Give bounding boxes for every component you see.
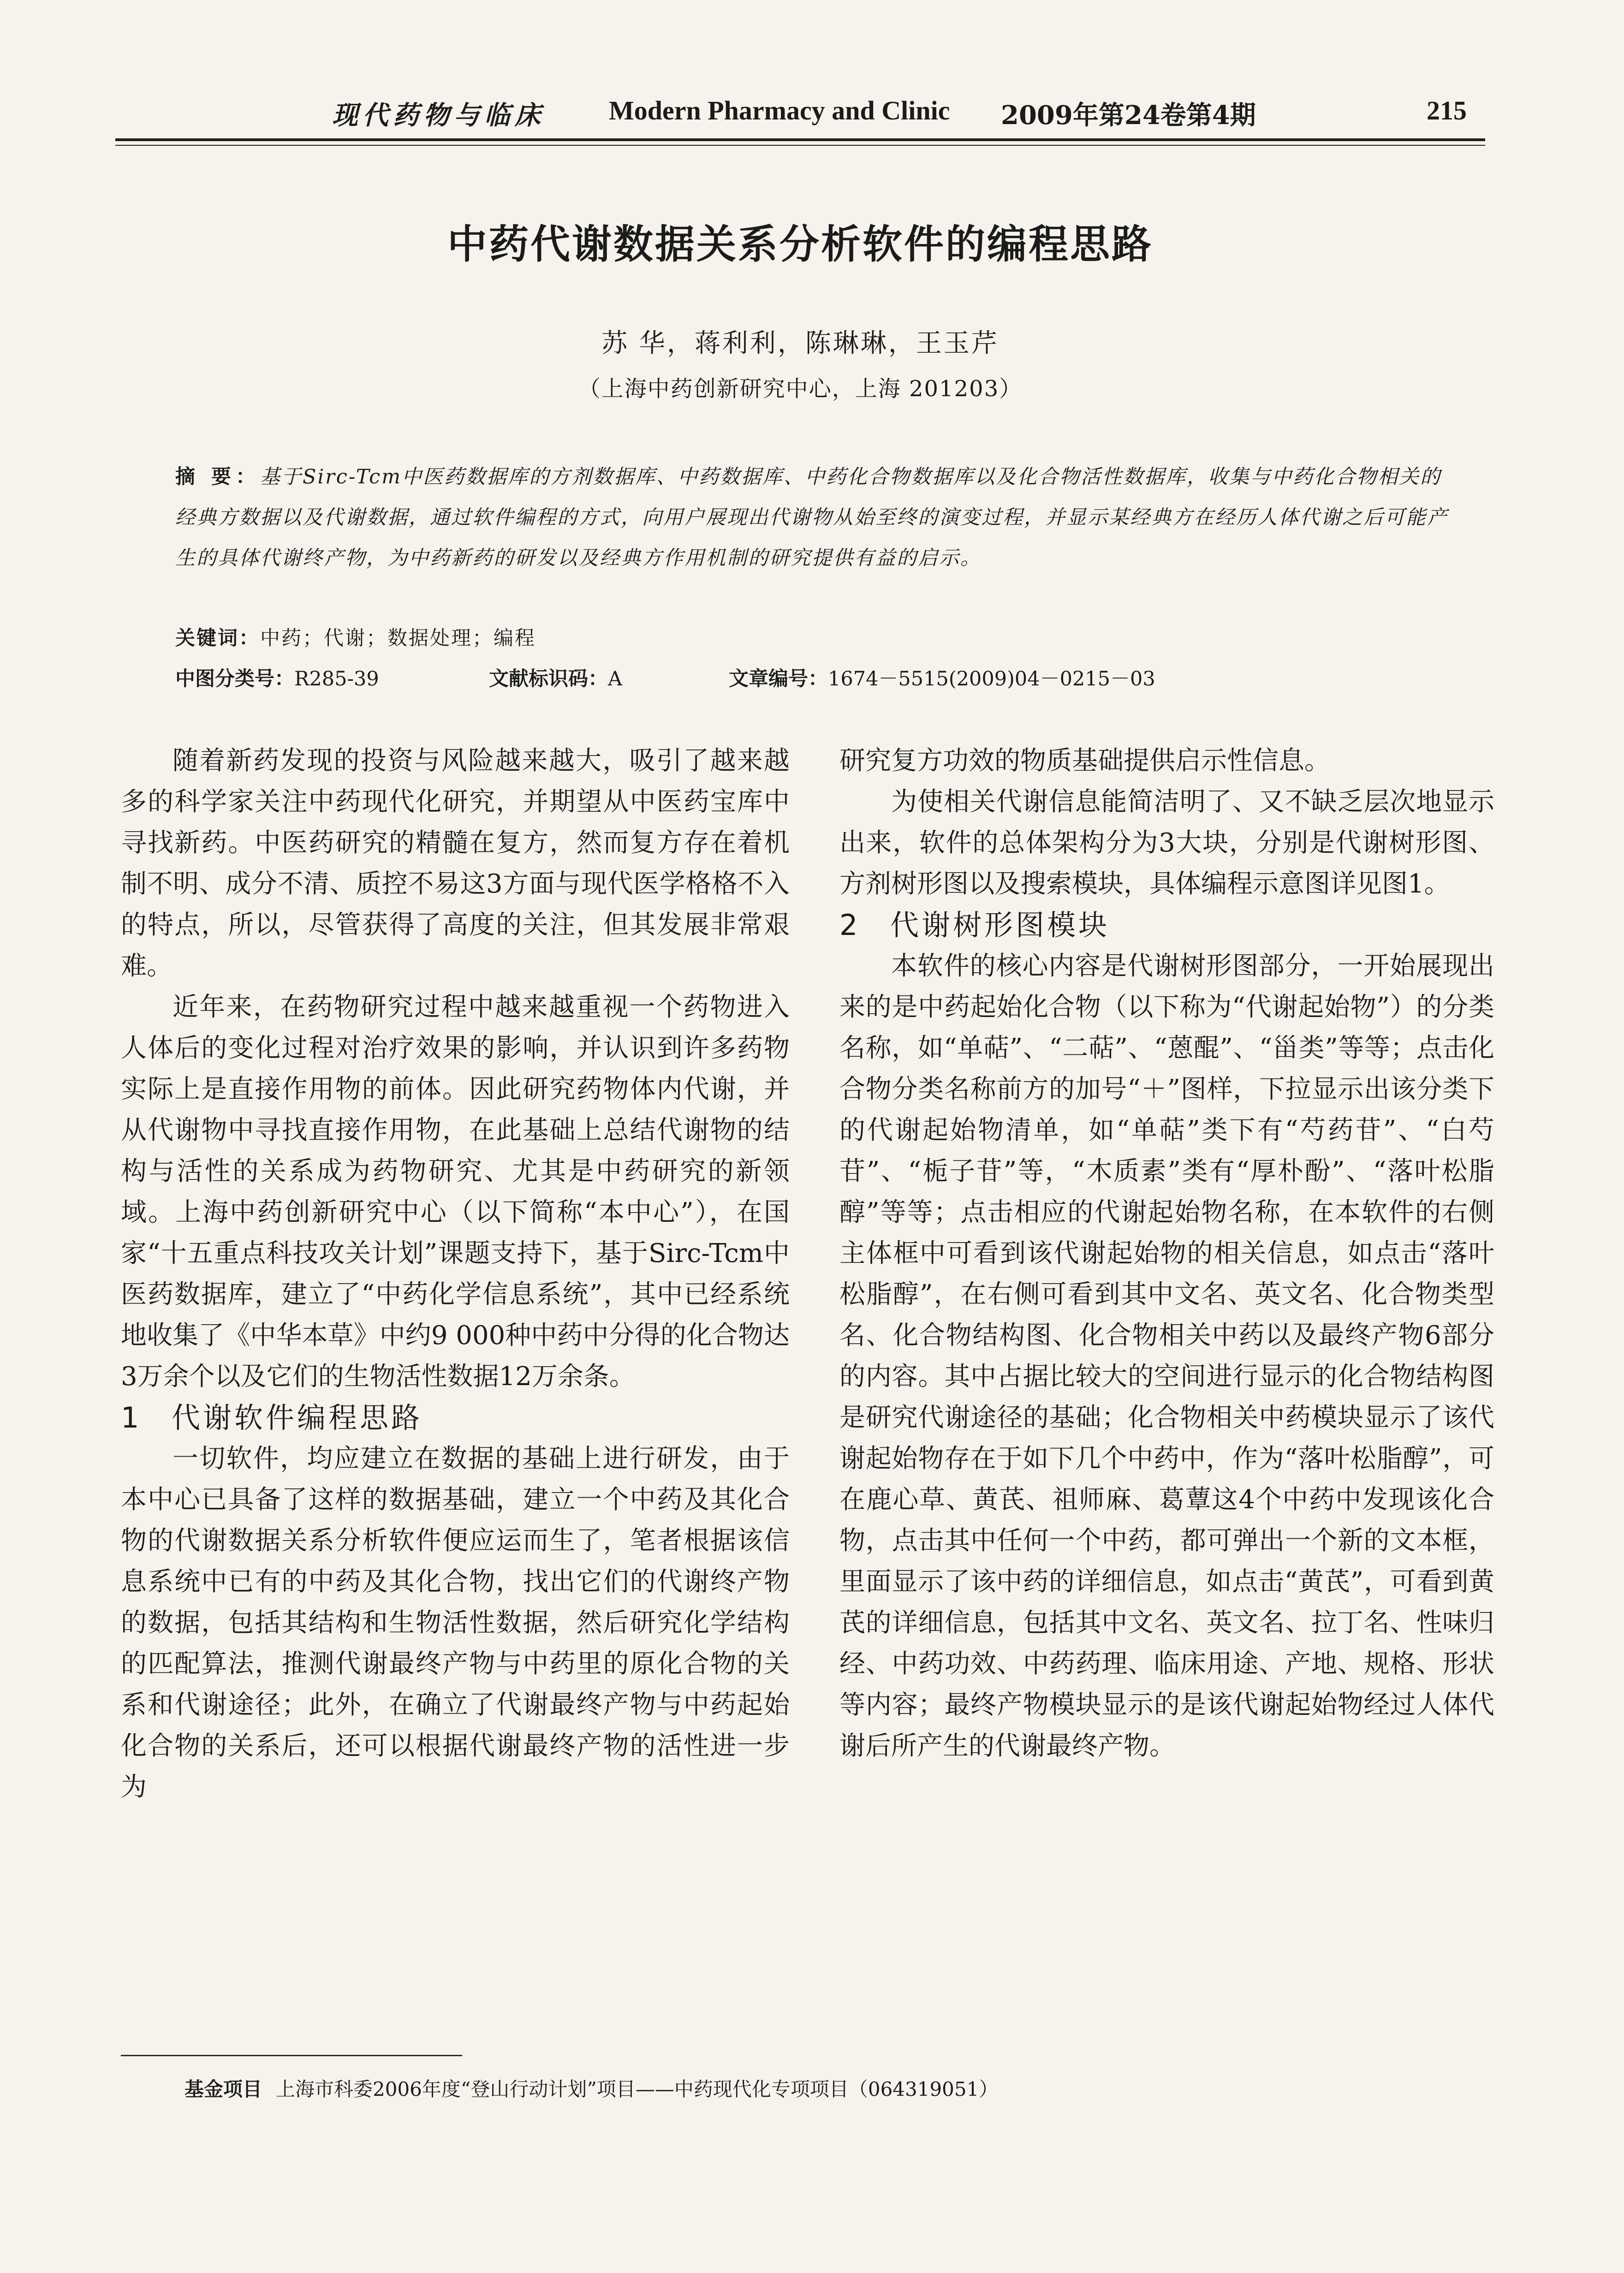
paragraph: 随着新药发现的投资与风险越来越大，吸引了越来越多的科学家关注中药现代化研究，并期望从中医药宝库中寻找新药。中医药研究的精髓在复方，然而复方存在着机制不明、成分不清、质控不易这3方面与现代医学格格不入的特点，所以，尽管获得了高度的关注，但其发展非常艰难。 [121,746,790,981]
paragraph: 为使相关代谢信息能简洁明了、又不缺乏层次地显示出来，软件的总体架构分为3大块，分别是代谢树形图、方剂树形图以及搜索模块，具体编程示意图详见图1。 [839,787,1494,899]
section-title: 代谢软件编程思路 [172,1401,423,1434]
keywords-label: 关键词： [175,627,260,650]
article-title: 中药代谢数据关系分析软件的编程思路 [447,221,1153,268]
section-number: 1 [121,1401,142,1434]
journal-name-cn: 现代药物与临床 [332,100,545,131]
paragraph: 本软件的核心内容是代谢树形图部分，一开始展现出来的是中药起始化合物（以下称为“代谢起始物”）的分类名称，如“单萜”、“二萜”、“蒽醌”、“甾类”等等；点击化合物分类名称前方的加号“＋”图样，下拉显示出该分类下的代谢起始物清单，如“单萜”类下有“芍药苷”、“白芍苷”、“栀子苷”等，“木质素”类有“厚朴酚”、“落叶松脂醇”等等；点击相应的代谢起始物名称，在本软件的右侧主体框中可看到该代谢起始物的相关信息，如点击“落叶松脂醇”，在右侧可看到其中文名、英文名、化合物类型名、化合物结构图、化合物相关中药以及最终产物6部分的内容。其中占据比较大的空间进行显示的化合物结构图是研究代谢途径的基础；化合物相关中药模块显示了该代谢起始物存在于如下几个中药中，作为“落叶松脂醇”，可在鹿心草、黄芪、祖师麻、葛蕈这4个中药中发现该化合物，点击其中任何一个中药，都可弹出一个新的文本框，里面显示了该中药的详细信息，如点击“黄芪”，可看到黄芪的详细信息，包括其中文名、英文名、拉丁名、性味归经、中药功效、中药药理、临床用途、产地、规格、形状等内容；最终产物模块显示的是该代谢起始物经过人体代谢后所产生的代谢最终产物。 [839,951,1494,1761]
doc-code-label: 文献标识码： [489,667,608,690]
article-number [729,659,1155,699]
funding-footnote [184,2076,1476,2103]
keywords-text: 中药；代谢；数据处理；编程 [260,627,536,650]
journal-name-en: Modern Pharmacy and Clinic [609,95,950,125]
left-column [121,740,790,1808]
issue-info: 2009年第24卷第4期 [1001,100,1256,131]
footnote-rule [121,2055,462,2056]
paragraph: 近年来，在药物研究过程中越来越重视一个药物进入人体后的变化过程对治疗效果的影响，并认识到许多药物实际上是直接作用物的前体。因此研究药物体内代谢，并从代谢物中寻找直接作用物，在此基础上总结代谢物的结构与活性的关系成为药物研究、尤其是中药研究的新领域。上海中药创新研究中心（以下简称“本中心”），在国家“十五重点科技攻关计划”课题支持下，基于Sirc-Tcm中医药数据库，建立了“中药化学信息系统”，其中已经系统地收集了《中华本草》中约9 000种中药中分得的化合物达3万余个以及它们的生物活性数据12万余条。 [121,992,790,1392]
clc [175,659,379,699]
classification-line [175,659,1448,699]
doc-code-value: A [608,667,623,690]
abstract-text: 基于Sirc-Tcm中医药数据库的方剂数据库、中药数据库、中药化合物数据库以及化合物活性数据库，收集与中药化合物相关的经典方数据以及代谢数据，通过软件编程的方式，向用户展现出代谢物从始至终的演变过程，并显示某经典方在经历人体代谢之后可能产生的具体代谢终产物，为中药新药的研发以及经典方作用机制的研究提供有益的启示。 [175,465,1448,570]
running-header [115,90,1485,133]
footnote-text: 上海市科委2006年度“登山行动计划”项目——中药现代化专项项目（064319051） [276,2078,999,2100]
keywords [175,618,1448,659]
doc-code [489,659,622,699]
paragraph: 研究复方功效的物质基础提供启示性信息。 [839,746,1330,776]
page-number: 215 [1427,95,1467,125]
right-column [839,740,1494,1767]
section-title: 代谢树形图模块 [890,908,1110,942]
header-rule [115,138,1485,141]
paragraph: 一切软件，均应建立在数据的基础上进行研发，由于本中心已具备了这样的数据基础，建立一个中药及其化合物的代谢数据关系分析软件便应运而生了，笔者根据该信息系统中已有的中药及其化合物，找出它们的代谢终产物的数据，包括其结构和生物活性数据，然后研究化学结构的匹配算法，推测代谢最终产物与中药里的原化合物的关系和代谢途径；此外，在确立了代谢最终产物与中药起始化合物的关系后，还可以根据代谢最终产物的活性进一步为 [121,1444,790,1802]
section-heading-1 [121,1397,790,1438]
clc-value: R285-39 [294,667,379,690]
article-authors: 苏 华，蒋利利，陈琳琳，王玉芹 [601,328,999,358]
author-affiliation: （上海中药创新研究中心，上海 201203） [578,376,1023,402]
article-number-label: 文章编号： [729,667,828,690]
abstract-label: 摘 要： [175,465,260,488]
abstract [175,457,1448,578]
footnote-label: 基金项目 [184,2078,262,2100]
section-number: 2 [839,908,861,942]
header-rule-thin [115,145,1485,146]
article-number-value: 1674－5515(2009)04－0215－03 [828,667,1155,690]
section-heading-2 [839,904,1494,946]
clc-label: 中图分类号： [175,667,294,690]
